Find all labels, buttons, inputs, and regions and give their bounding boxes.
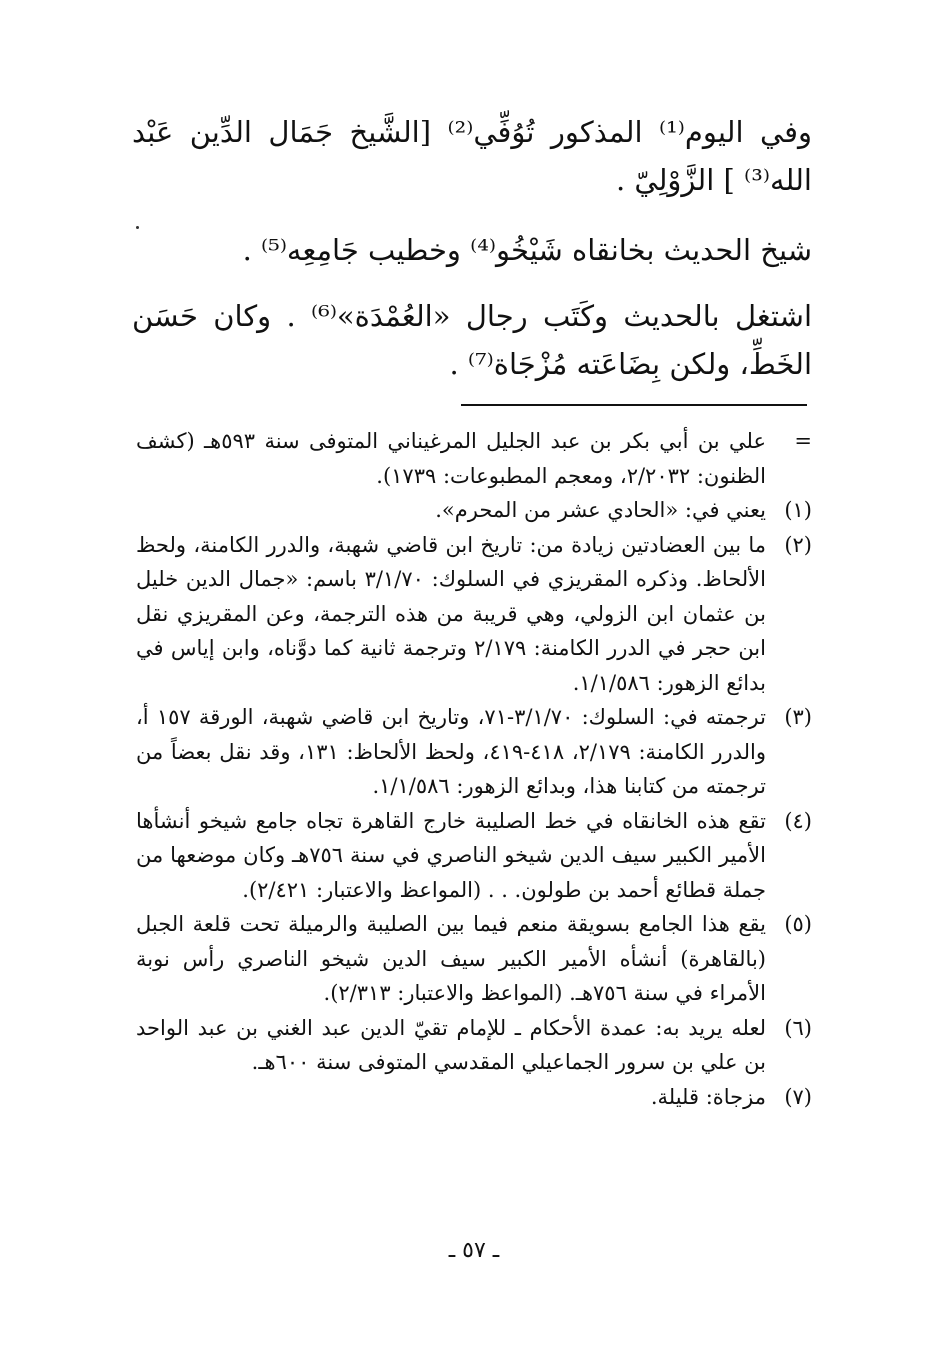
- footnote-marker: (٦): [784, 1015, 812, 1040]
- footnote-text: لعله يريد به: عمدة الأحكام ـ للإمام تقيّ الدين عبد الغني بن عبد الواحد بن علي بن سرور الجماعيلي المقدسي المتوفى سنة ٦٠٠هـ.: [136, 1015, 766, 1074]
- footnote-text: يقع هذا الجامع بسويقة منعم فيما بين الصليبة والرميلة تحت قلعة الجبل (بالقاهرة) أنشأه الأمير الكبير سيف الدين شيخو الناصري رأس نوبة الأمراء في سنة ٧٥٦هـ. (المواعظ والاعتبار: ٢/٣١٣).: [136, 912, 766, 1005]
- footnote-7: [136, 1080, 812, 1115]
- footnote-marker: (٥): [784, 912, 812, 936]
- footnote-marker: (٣): [784, 705, 812, 729]
- footnote-text: ما بين العضادتين زيادة من: تاريخ ابن قاضي شهبة، والدرر الكامنة، ولحظ الألحاظ. وذكره المقريزي في السلوك: ٣/١/٧٠ باسم: «جمال الدين خليل بن عثمان ابن الزولي، وهي قريبة من هذه الترجمة، وعن المقريزي نقل ابن حجر في الدرر الكامنة: ٢/١٧٩ وترجمة ثانية كما دوَّناه، وابن إياس في بدائع الزهور: ١/١/٥٨٦.: [136, 532, 766, 695]
- page-number: ـ ٥٧ ـ: [448, 1238, 500, 1263]
- footnote-marker: =: [794, 429, 812, 453]
- footnote-marker: (٤): [784, 808, 812, 833]
- paragraph-death-notice: وفي اليوم⁽¹⁾ المذكور تُوُفِّي⁽²⁾ [الشَّيخ جَمَال الدِّين عَبْد الله⁽³⁾ ] الزَّوْلِيّ .: [132, 115, 812, 197]
- footnote-5: [136, 907, 812, 1011]
- footnote-1: [136, 493, 812, 528]
- footnote-2: [136, 528, 812, 701]
- footnote-6: [136, 1011, 812, 1080]
- footnote-text: علي بن أبي بكر بن عبد الجليل المرغيناني المتوفى سنة ٥٩٣هـ (كشف الظنون: ٢/٢٠٣٢، ومعجم المطبوعات: ١٧٣٩).: [136, 429, 766, 488]
- footnote-3: [136, 700, 812, 804]
- footnote-marker: (٢): [784, 532, 812, 557]
- footnote-text: ترجمته في: السلوك: ٣/١/٧٠-٧١، وتاريخ ابن قاضي شهبة، الورقة ١٥٧ أ، والدرر الكامنة: ٢/١٧٩، ٤١٨-٤١٩، ولحظ الألحاظ: ١٣١، وقد نقل بعضاً من ترجمته من كتابنا هذا، وبدائع الزهور: ١/١/٥٨٦.: [136, 705, 767, 798]
- main-text: [132, 108, 812, 406]
- footnote-4: [136, 804, 812, 908]
- footnote-marker: (٧): [784, 1084, 812, 1109]
- paragraph-description: اشتغل بالحديث وكَتَب رجال «العُمْدَة»⁽⁶⁾ . وكان حَسَن الخَطِّ، ولكن بِضَاعَته مُزْجَاة⁽⁷⁾ .: [132, 299, 812, 381]
- footnote-marker: (١): [784, 498, 812, 522]
- footnotes: [136, 424, 812, 1114]
- footnote-text: يعني في: «الحادي عشر من المحرم».: [435, 498, 766, 522]
- footnote-separator: [461, 404, 807, 406]
- footnote-continuation: [136, 424, 812, 493]
- footnote-text: مزجاة: قليلة.: [650, 1084, 766, 1109]
- paragraph-position: شيخ الحديث بخانقاه شَيْخُو⁽⁴⁾ وخطيب جَامِعِه⁽⁵⁾ .: [242, 233, 812, 267]
- footnote-text: تقع هذه الخانقاه في خط الصليبة خارج القاهرة تجاه جامع شيخو أنشأها الأمير الكبير سيف الدين شيخو الناصري في سنة ٧٥٦هـ وكان موضعها من جملة قطائع أحمد بن طولون. . . (المواعظ والاعتبار: ٢/٤٢١).: [136, 808, 766, 902]
